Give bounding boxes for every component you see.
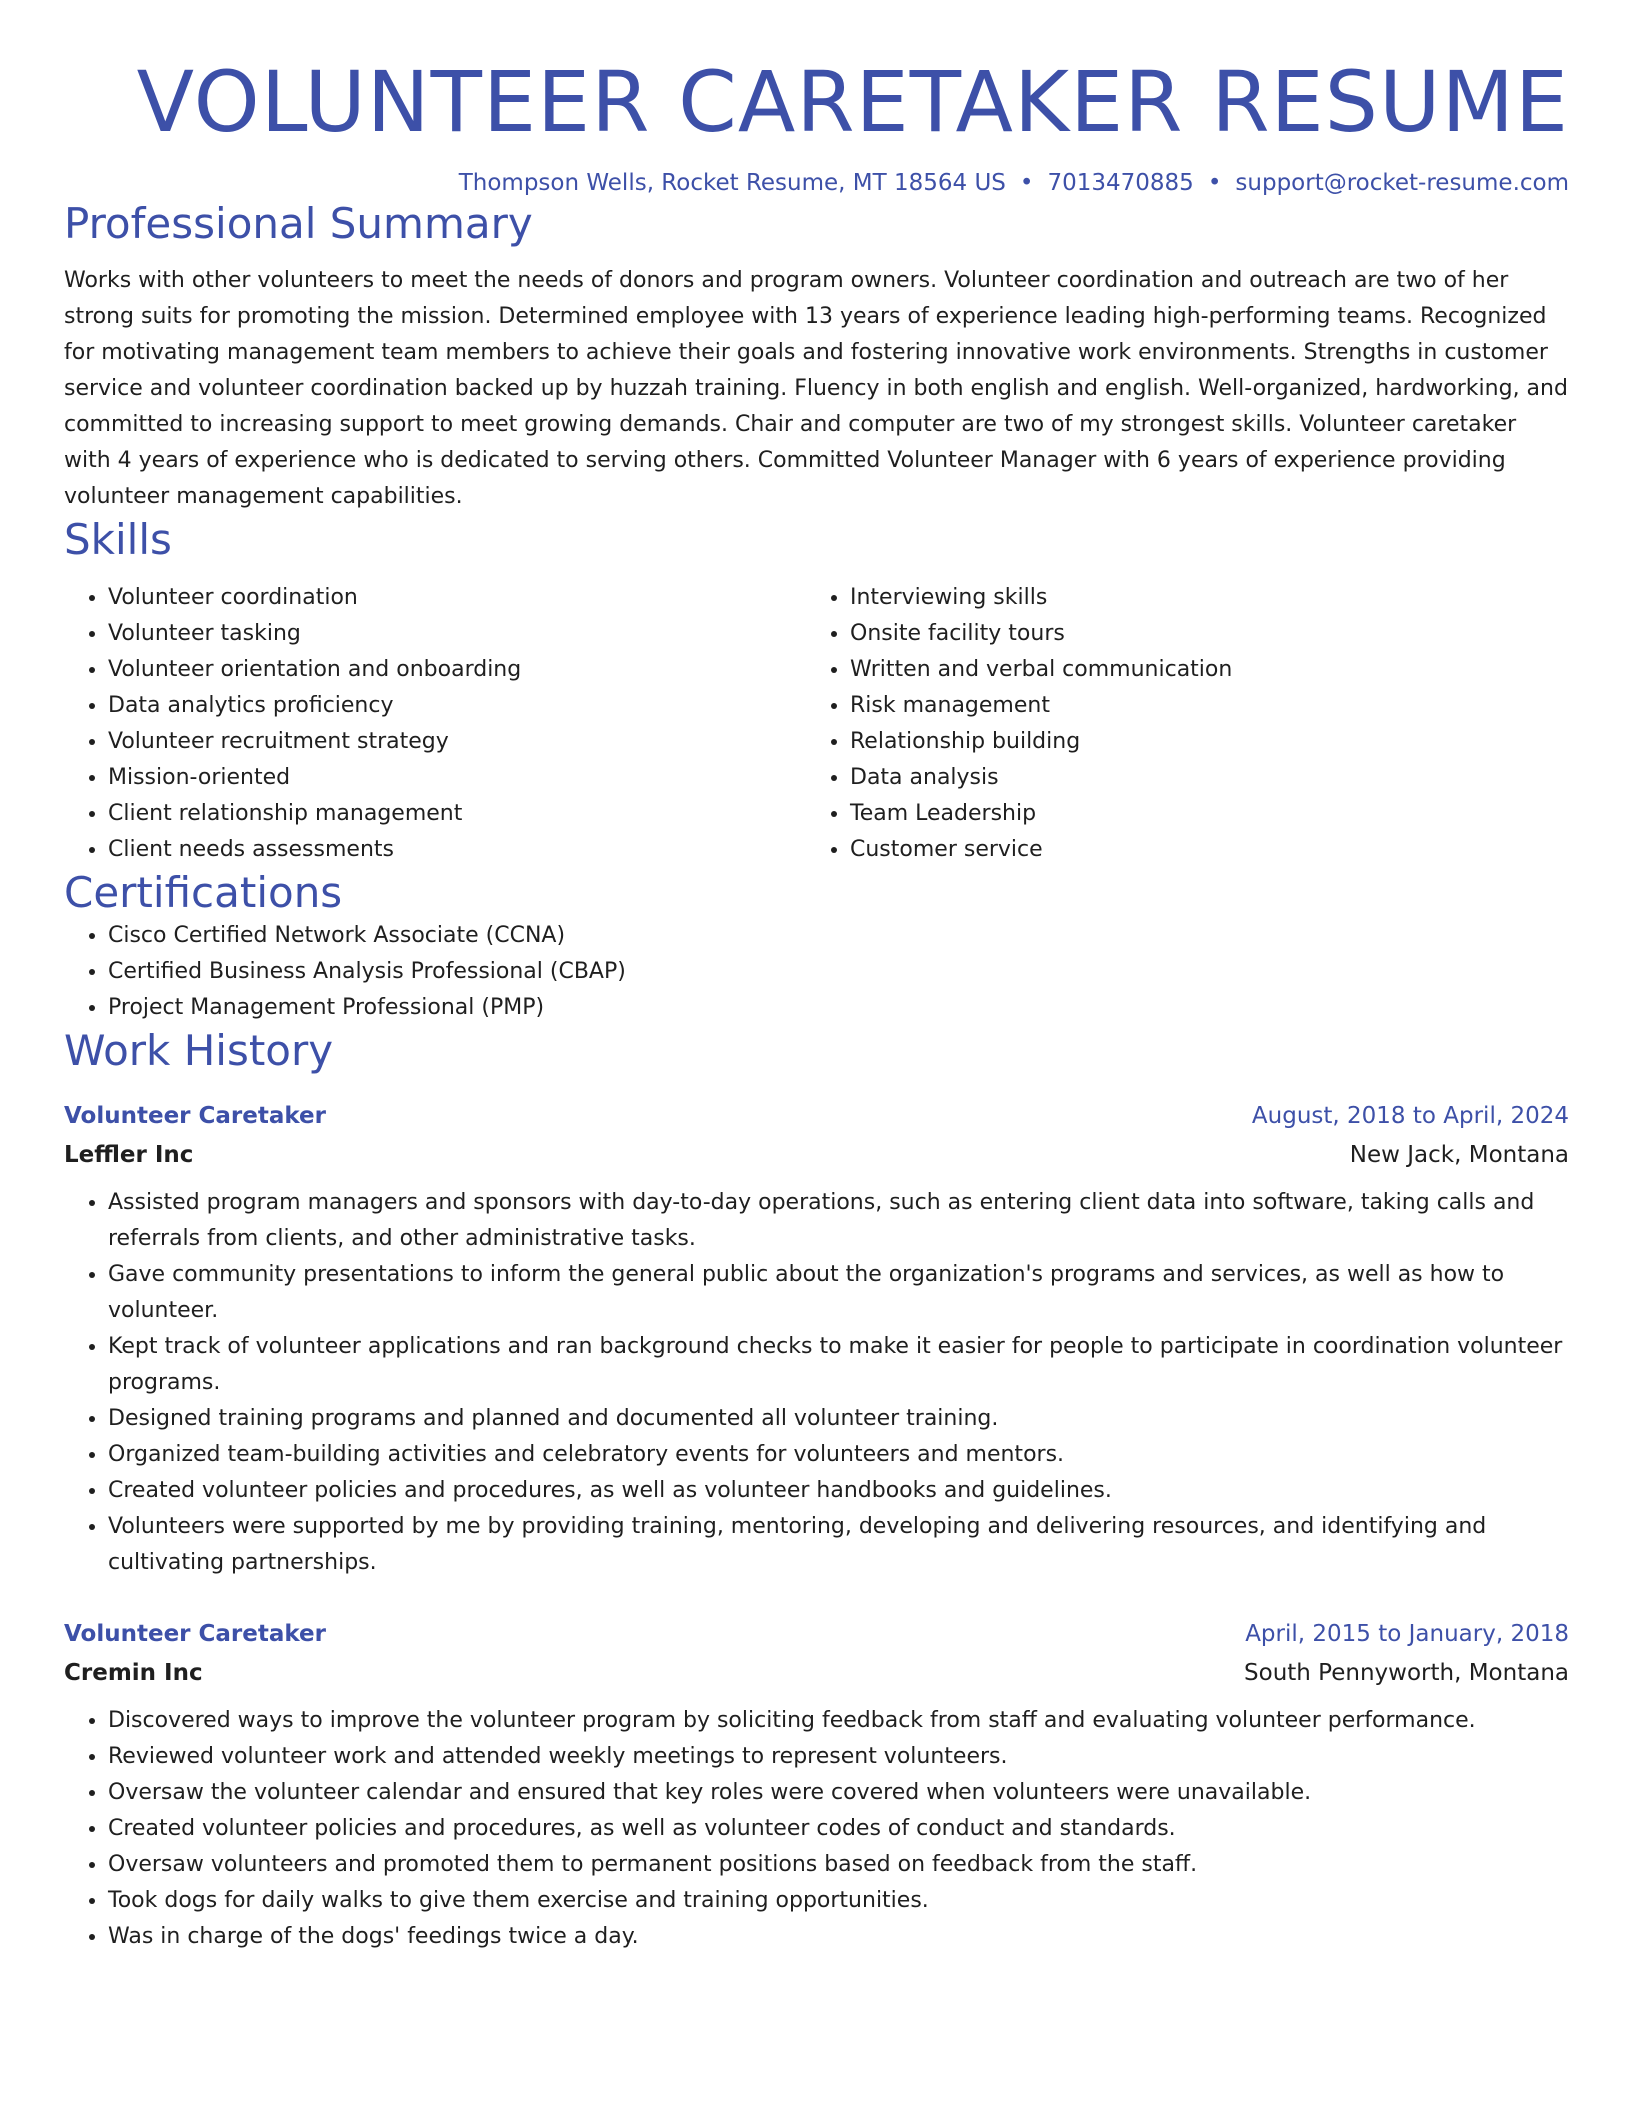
skill-item: • Client relationship management: [108, 796, 806, 832]
job-duty-item: • Took dogs for daily walks to give them exercise and training opportunities.: [108, 1883, 1569, 1919]
skill-item: • Volunteer tasking: [108, 616, 806, 652]
skill-item: • Risk management: [850, 688, 1548, 724]
skills-grid: [64, 580, 1569, 868]
skill-item: • Volunteer recruitment strategy: [108, 724, 806, 760]
summary-text: Works with other volunteers to meet the needs of donors and program owners. Volunteer coordination and outreach are two of her strong suits for promoting the mission. Determined employee with 13 years of experience leading high-performing teams. Recognized for motivating management team members to achieve their goals and fostering innovative work environments. Strengths in customer service and volunteer coordination backed up by huzzah training. Fluency in both english and english. Well-organized, hardworking, and committed to increasing support to meet growing demands. Chair and computer are two of my strongest skills. Volunteer caretaker with 4 years of experience who is dedicated to serving others. Committed Volunteer Manager with 6 years of experience providing volunteer management capabilities.: [64, 268, 1568, 510]
skill-item: • Data analytics proficiency: [108, 688, 806, 724]
skills-section: [64, 515, 1569, 867]
work-history-section: [64, 1026, 1569, 1954]
job-entry: [64, 1097, 1569, 1581]
job-title: Volunteer Caretaker: [64, 1102, 326, 1129]
certifications-heading: Certifications: [64, 867, 343, 917]
certification-item: • Project Management Professional (PMP): [108, 990, 1569, 1026]
job-duty-item: • Created volunteer policies and procedures, as well as volunteer handbooks and guidelines.: [108, 1473, 1569, 1509]
skill-item: • Onsite facility tours: [850, 616, 1548, 652]
skills-list-left: [64, 580, 806, 868]
contact-separator: •: [1019, 169, 1034, 196]
skill-item: • Relationship building: [850, 724, 1548, 760]
job-title-row: [64, 1615, 1569, 1653]
skill-item: • Customer service: [850, 832, 1548, 868]
job-duty-item: • Oversaw volunteers and promoted them to permanent positions based on feedback from the staff.: [108, 1847, 1569, 1883]
job-location: South Pennyworth, Montana: [1244, 1659, 1569, 1686]
job-duty-item: • Organized team-building activities and celebratory events for volunteers and mentors.: [108, 1437, 1569, 1473]
certification-item: • Cisco Certified Network Associate (CCNA): [108, 918, 1569, 954]
skill-item: • Volunteer coordination: [108, 580, 806, 616]
certifications-section: [64, 868, 1569, 1026]
job-company: Leffler Inc: [64, 1141, 194, 1168]
resume-page: [64, 0, 1569, 1955]
job-title: Volunteer Caretaker: [64, 1620, 326, 1647]
work-history-heading: Work History: [64, 1026, 334, 1076]
skill-item: • Interviewing skills: [850, 580, 1548, 616]
job-company-row: [64, 1135, 1569, 1175]
job-duties-list: [64, 1703, 1569, 1955]
page-title: VOLUNTEER CARETAKER RESUME: [136, 53, 1569, 151]
skill-item: • Mission-oriented: [108, 760, 806, 796]
job-duty-item: • Assisted program managers and sponsors with day-to-day operations, such as entering client data into software, taking calls and referrals from clients, and other administrative tasks.: [108, 1185, 1569, 1257]
job-company-row: [64, 1653, 1569, 1693]
job-entry: [64, 1615, 1569, 1955]
skill-item: • Team Leadership: [850, 796, 1548, 832]
job-duty-item: • Was in charge of the dogs' feedings twice a day.: [108, 1919, 1569, 1955]
job-duty-item: • Discovered ways to improve the volunteer program by soliciting feedback from staff and evaluating volunteer performance.: [108, 1703, 1569, 1739]
summary-heading: Professional Summary: [64, 198, 533, 248]
contact-address: Thompson Wells, Rocket Resume, MT 18564 US: [458, 169, 1006, 196]
job-duty-item: • Designed training programs and planned and documented all volunteer training.: [108, 1401, 1569, 1437]
skills-column-left: [64, 580, 806, 868]
skills-column-right: [806, 580, 1548, 868]
summary-section: [64, 199, 1569, 515]
job-duty-item: • Oversaw the volunteer calendar and ensured that key roles were covered when volunteers were unavailable.: [108, 1775, 1569, 1811]
job-dates: April, 2015 to January, 2018: [1245, 1620, 1569, 1647]
job-company: Cremin Inc: [64, 1659, 203, 1686]
job-duty-item: • Reviewed volunteer work and attended weekly meetings to represent volunteers.: [108, 1739, 1569, 1775]
contact-email: support@rocket-resume.com: [1235, 169, 1569, 196]
certifications-list: [64, 918, 1569, 1026]
skill-item: • Volunteer orientation and onboarding: [108, 652, 806, 688]
skills-list-right: [806, 580, 1548, 868]
skill-item: • Data analysis: [850, 760, 1548, 796]
certification-item: • Certified Business Analysis Professional (CBAP): [108, 954, 1569, 990]
job-location: New Jack, Montana: [1349, 1141, 1569, 1168]
job-title-row: [64, 1097, 1569, 1135]
contact-separator: •: [1207, 169, 1222, 196]
job-dates: August, 2018 to April, 2024: [1251, 1102, 1569, 1129]
skill-item: • Written and verbal communication: [850, 652, 1548, 688]
job-duty-item: • Kept track of volunteer applications and ran background checks to make it easier for people to participate in coordination volunteer programs.: [108, 1329, 1569, 1401]
job-duty-item: • Volunteers were supported by me by providing training, mentoring, developing and delivering resources, and identifying and cultivating partnerships.: [108, 1509, 1569, 1581]
skills-heading: Skills: [64, 515, 172, 565]
contact-line: [64, 167, 1569, 199]
job-duty-item: • Gave community presentations to inform the general public about the organization's programs and services, as well as how to volunteer.: [108, 1257, 1569, 1329]
job-duty-item: • Created volunteer policies and procedures, as well as volunteer codes of conduct and standards.: [108, 1811, 1569, 1847]
job-duties-list: [64, 1185, 1569, 1581]
contact-phone: 7013470885: [1047, 169, 1194, 196]
skill-item: • Client needs assessments: [108, 832, 806, 868]
